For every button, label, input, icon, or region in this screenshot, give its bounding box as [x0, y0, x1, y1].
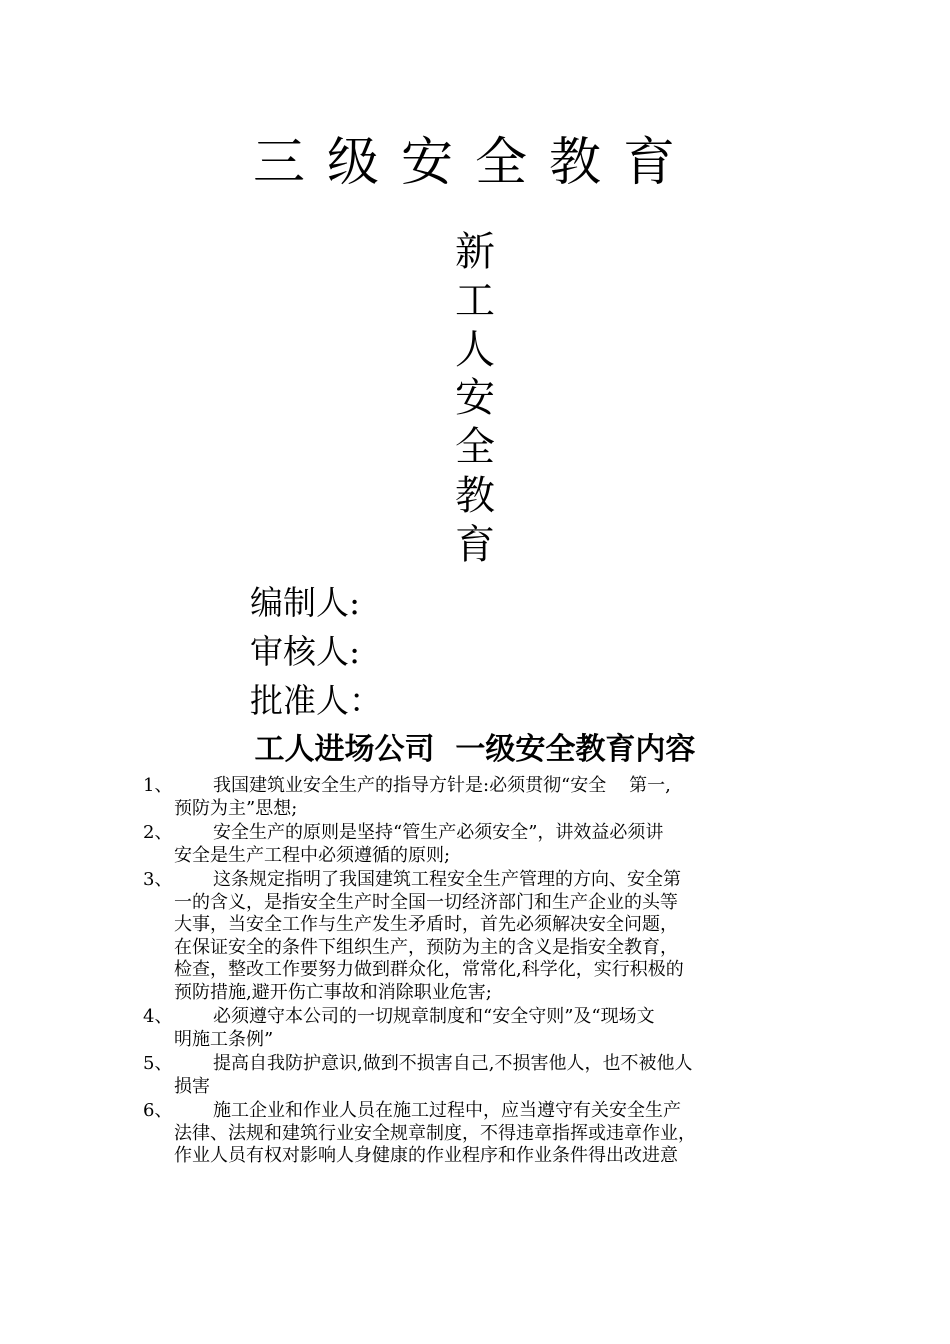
section-title: 工人进场公司 一级安全教育内容 — [254, 732, 696, 767]
list-item-number: 5、 — [143, 1053, 173, 1074]
list-item-number: 6、 — [143, 1100, 173, 1121]
approver-label: 批准人： — [250, 681, 382, 720]
vertical-title-char: 人 — [455, 326, 495, 373]
main-title: 三级安全教育 — [252, 133, 697, 193]
list-item-line: 作业人员有权对影响人身健康的作业程序和作业条件得出改进意 — [174, 1145, 678, 1166]
signature-block — [250, 578, 382, 725]
list-item-line: 预防为主”思想; — [174, 797, 298, 819]
list-item — [143, 775, 815, 820]
list-item-line: 必须遵守本公司的一切规章制度和“安全守则”及“现场文 — [213, 1006, 655, 1027]
list-item-line: 施工企业和作业人员在施工过程中，应当遵守有关安全生产 — [213, 1100, 681, 1121]
content-list — [143, 775, 815, 1170]
list-item — [143, 1100, 815, 1168]
list-item — [143, 822, 815, 867]
list-item-line: 一的含义，是指安全生产时全国一切经济部门和生产企业的头等 — [174, 891, 678, 913]
list-item-line: 提高自我防护意识,做到不损害自己,不损害他人，也不被他人 — [213, 1053, 693, 1074]
list-item-line: 安全是生产工程中必须遵循的原则; — [174, 844, 451, 866]
list-item-number: 4、 — [143, 1006, 173, 1027]
vertical-title-char: 工 — [455, 277, 495, 324]
vertical-title-char: 新 — [455, 229, 495, 275]
compiler-label: 编制人: — [250, 583, 361, 622]
list-item — [143, 1053, 815, 1098]
list-item — [143, 1006, 815, 1051]
list-item-number: 3、 — [143, 869, 173, 890]
reviewer-label: 审核人: — [250, 632, 361, 671]
vertical-title-char: 育 — [455, 521, 495, 568]
list-item-number: 1、 — [143, 775, 173, 796]
vertical-title — [445, 228, 505, 570]
vertical-title-char: 安 — [455, 375, 495, 422]
list-item-line: 在保证安全的条件下组织生产，预防为主的含义是指安全教育， — [174, 936, 678, 958]
list-item — [143, 869, 815, 1004]
list-item-line: 大事，当安全工作与生产发生矛盾时，首先必须解决安全问题， — [174, 914, 678, 935]
list-item-line: 明施工条例” — [174, 1028, 274, 1050]
list-item-line: 法律、法规和建筑行业安全规章制度，不得违章指挥或违章作业， — [174, 1122, 696, 1144]
list-item-line: 损害 — [174, 1075, 210, 1097]
vertical-title-char: 全 — [455, 424, 495, 471]
list-item-line: 我国建筑业安全生产的指导方针是:必须贯彻“安全 第一, — [213, 775, 671, 796]
list-item-line: 检查，整改工作要努力做到群众化，常常化,科学化，实行积极的 — [174, 959, 684, 980]
vertical-title-char: 教 — [455, 472, 495, 519]
list-item-line: 这条规定指明了我国建筑工程安全生产管理的方向、安全第 — [213, 869, 681, 890]
list-item-line: 预防措施,避开伤亡事故和消除职业危害; — [174, 981, 492, 1003]
list-item-line: 安全生产的原则是坚持“管生产必须安全”，讲效益必须讲 — [213, 822, 664, 843]
list-item-number: 2、 — [143, 822, 173, 843]
